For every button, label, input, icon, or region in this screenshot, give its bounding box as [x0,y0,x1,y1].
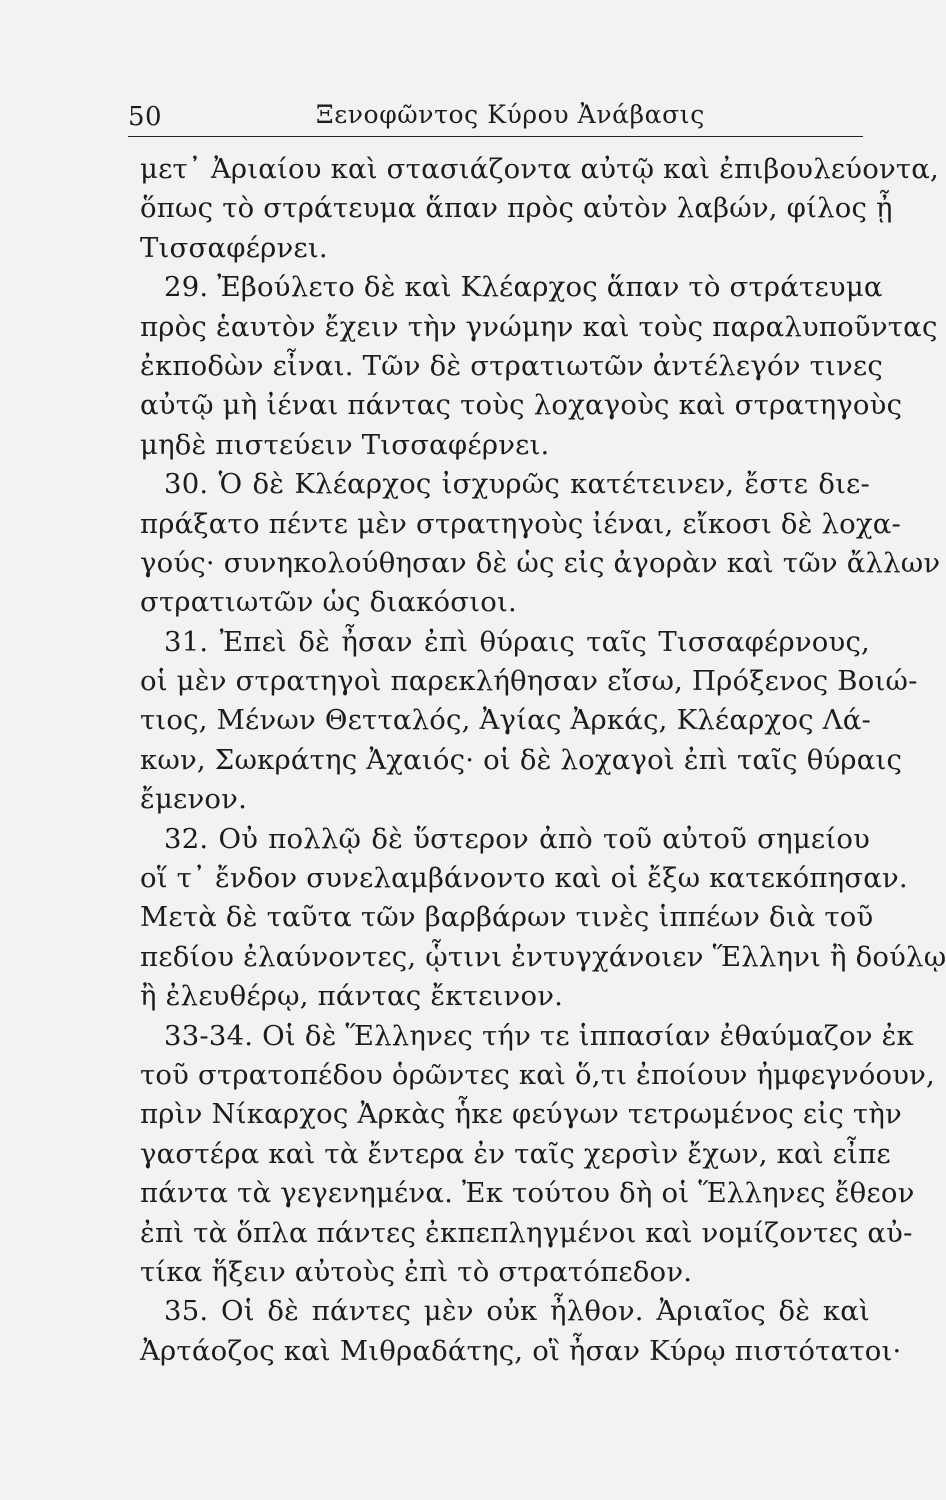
text-line: κων, Σωκράτης Ἀχαιός· οἱ δὲ λοχαγοὶ ἐπὶ ταῖς θύραις [140,743,903,776]
text-line: ἢ ἐλευθέρῳ, πάντας ἔκτεινον. [140,980,564,1013]
header-rule [128,136,863,137]
text-line: πρὶν Νίκαρχος Ἀρκὰς ἧκε φεύγων τετρωμένος εἰς τὴν [140,1098,902,1131]
text-line: αὐτῷ μὴ ἰέναι πάντας τοὺς λοχαγοὺς καὶ στρατηγοὺς [140,389,903,422]
text-line: ἐπὶ τὰ ὅπλα πάντες ἐκπεπληγμένοι καὶ νομίζοντες αὐ- [140,1216,913,1249]
text-line: γούς· συνηκολούθησαν δὲ ὡς εἰς ἀγορὰν καὶ τῶν ἄλλων [140,546,941,579]
text-line: 32. Οὐ πολλῷ δὲ ὕστερον ἀπὸ τοῦ αὐτοῦ σημείου [164,822,870,855]
text-line: Τισσαφέρνει. [140,231,328,264]
text-line: οἵ τ᾽ ἔνδον συνελαμβάνοντο καὶ οἱ ἔξω κατεκόπησαν. [140,862,908,895]
text-line: 35. Οἱ δὲ πάντες μὲν οὐκ ἦλθον. Ἀριαῖος δὲ καὶ [164,1295,870,1328]
text-line: γαστέρα καὶ τὰ ἔντερα ἐν ταῖς χερσὶν ἔχων, καὶ εἶπε [140,1137,891,1170]
text-line: μετ᾽ Ἀριαίου καὶ στασιάζοντα αὐτῷ καὶ ἐπιβουλεύοντα, [140,153,939,185]
text-line: πρὸς ἑαυτὸν ἔχειν τὴν γνώμην καὶ τοὺς παραλυποῦντας [140,310,938,343]
text-line: ἔμενον. [140,783,248,816]
text-line: Μετὰ δὲ ταῦτα τῶν βαρβάρων τινὲς ἱππέων διὰ τοῦ [140,901,874,934]
text-line: τοῦ στρατοπέδου ὁρῶντες καὶ ὅ,τι ἐποίουν ἠμφεγνόουν, [140,1058,935,1091]
text-line: τίκα ἥξειν αὐτοὺς ἐπὶ τὸ στρατόπεδον. [140,1255,693,1288]
text-line: μηδὲ πιστεύειν Τισσαφέρνει. [140,428,550,461]
text-line: στρατιωτῶν ὡς διακόσιοι. [140,586,517,619]
body-text [140,150,946,1371]
page-number: 50 [128,102,163,132]
text-line: ὅπως τὸ στράτευμα ἅπαν πρὸς αὐτὸν λαβών, φίλος ᾖ [140,192,893,225]
page-header [128,98,863,138]
text-line: 29. Ἐβούλετο δὲ καὶ Κλέαρχος ἅπαν τὸ στράτευμα [164,271,883,304]
text-line: οἱ μὲν στρατηγοὶ παρεκλήθησαν εἴσω, Πρόξενος Βοιώ- [140,665,918,698]
text-line: ἐκποδὼν εἶναι. Τῶν δὲ στρατιωτῶν ἀντέλεγόν τινες [140,349,883,382]
text-line: πάντα τὰ γεγενημένα. Ἐκ τούτου δὴ οἱ Ἕλληνες ἔθεον [140,1177,915,1210]
text-line: τιος, Μένων Θετταλός, Ἀγίας Ἀρκάς, Κλέαρχος Λά- [140,704,872,737]
text-line: πράξατο πέντε μὲν στρατηγοὺς ἰέναι, εἴκοσι δὲ λοχα- [140,507,902,540]
text-line: 31. Ἐπεὶ δὲ ἦσαν ἐπὶ θύραις ταῖς Τισσαφέρνους, [164,625,870,658]
text-line: πεδίου ἐλαύνοντες, ᾧτινι ἐντυγχάνοιεν Ἕλληνι ἢ δούλῳ [140,940,946,973]
text-line: 33-34. Οἱ δὲ Ἕλληνες τήν τε ἱππασίαν ἐθαύμαζον ἐκ [164,1019,914,1052]
text-line: Ἀρτάοζος καὶ Μιθραδάτης, οἳ ἦσαν Κύρῳ πιστότατοι· [140,1334,902,1367]
running-title: Ξενοφῶντος Κύρου Ἀνάβασις [316,100,705,129]
text-line: 30. Ὁ δὲ Κλέαρχος ἰσχυρῶς κατέτεινεν, ἔστε διε- [164,468,870,501]
